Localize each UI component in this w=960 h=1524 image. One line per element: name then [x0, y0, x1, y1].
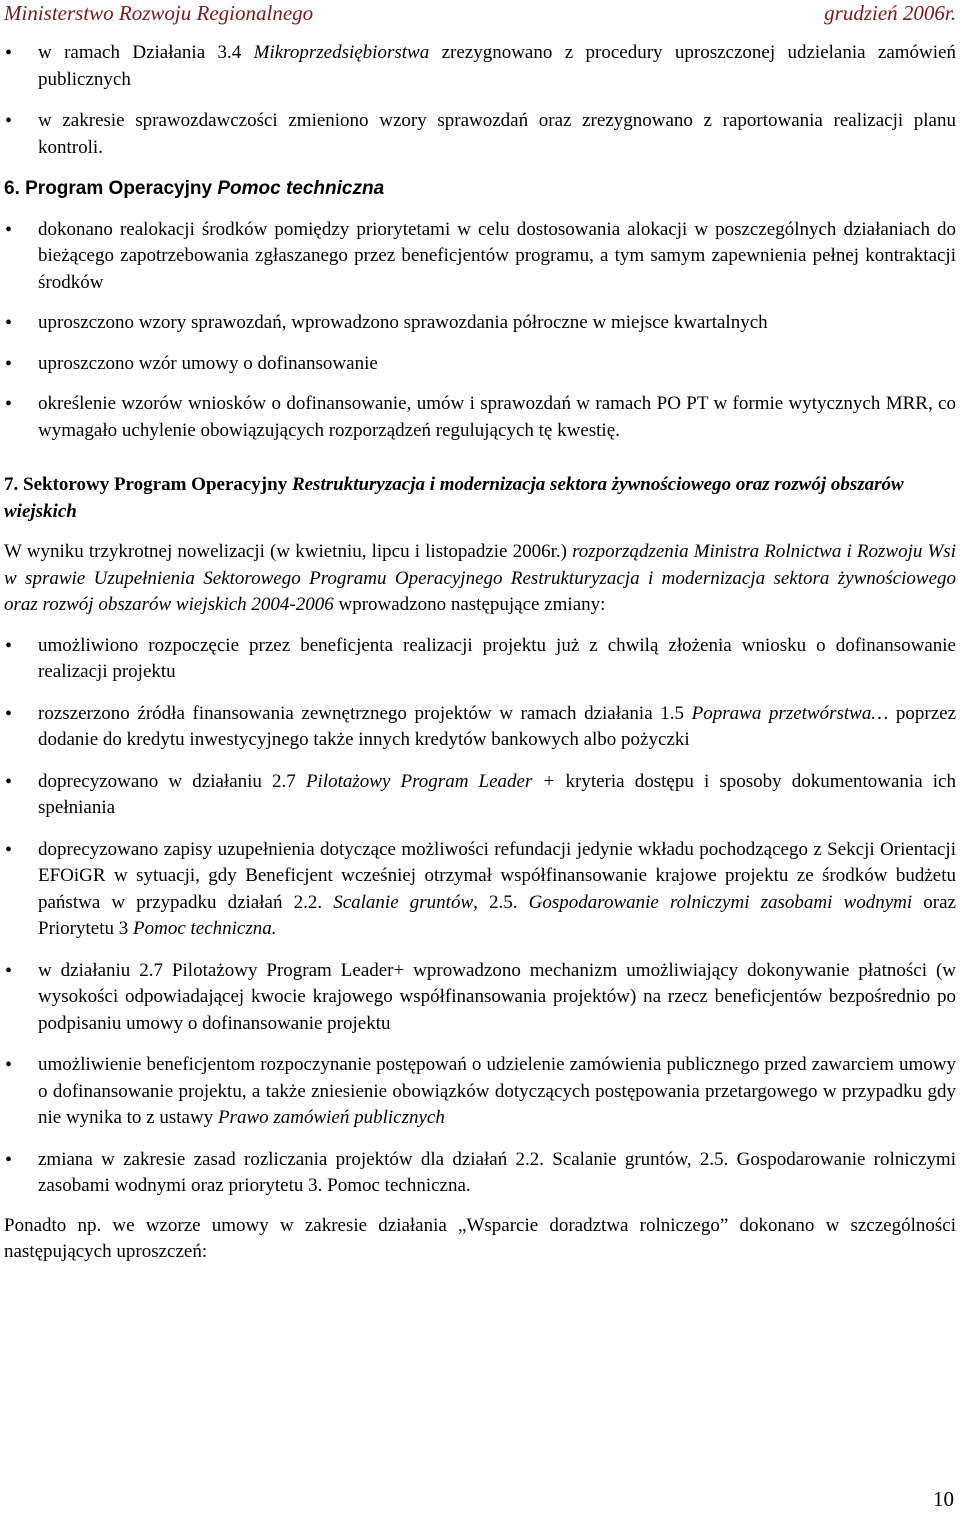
document-body — [4, 40, 956, 1266]
list-item-italic: Poprawa przetwórstwa… — [691, 702, 889, 724]
section-7-number: 7. Sektorowy Program Operacyjny — [4, 474, 292, 495]
section-7-intro — [4, 539, 956, 619]
section-7-title: Restrukturyzacja i modernizacja sektora żywnościowego oraz rozwój obszarów wiejskich — [4, 474, 904, 522]
section-6-heading — [4, 176, 956, 203]
intro-text-end: wprowadzono następujące zmiany: — [333, 594, 606, 615]
list-item-text: uproszczono wzór umowy o dofinansowanie — [38, 352, 378, 374]
header-date: grudzień 2006r. — [824, 1, 956, 25]
intro-text: W wyniku trzykrotnej nowelizacji (w kwietniu, lipcu i listopadzie 2006r.) — [4, 541, 573, 562]
list-item — [4, 1052, 956, 1132]
list-item-text: w ramach Działania 3.4 — [38, 42, 254, 63]
list-item-text: uproszczono wzory sprawozdań, wprowadzono sprawozdania półroczne w miejsce kwartalnych — [38, 312, 768, 333]
list-item-text: w działaniu 2.7 Pilotażowy Program Leader+ wprowadzono mechanizm umożliwiający dokonywanie płatności (w wysokości odpowiadającej kwocie krajowego współfinansowania projektów) na rzecz beneficjentów bezpośrednio po podpisaniu umowy o dofinansowanie projektu — [38, 959, 956, 1034]
section-6-number: 6. Program Operacyjny — [4, 178, 218, 199]
list-item — [4, 633, 956, 686]
list-item-text: oraz Priorytetu 3 — [38, 891, 956, 939]
list-item-text: umożliwienie beneficjentom rozpoczynanie postępowań o udzielenie zamówienia publicznego przed zawarciem umowy o dofinansowanie projektu, a także zniesienie obowiązków dotyczących postępowania przetargowego w przypadku gdy nie wynika to z ustawy — [38, 1054, 956, 1128]
list-item-text: dokonano realokacji środków pomiędzy priorytetami w celu dostosowania alokacji w poszczególnych działaniach do bieżącego zapotrzebowania zgłaszanego przez beneficjentów programu, a tym samym zapewnienia pełnej kontraktacji środków — [38, 218, 956, 293]
list-item — [4, 108, 956, 161]
list-item-italic: Prawo zamówień publicznych — [217, 1107, 445, 1128]
list-item — [4, 837, 956, 943]
list-item — [4, 391, 956, 444]
list-item-italic: Pilotażowy Program Leader + — [305, 770, 556, 792]
list-item-italic: Scalanie gruntów — [333, 891, 474, 913]
closing-paragraph: Ponadto np. we wzorze umowy w zakresie działania „Wsparcie doradztwa rolniczego” dokonano w szczególności następujących uproszczeń: — [4, 1214, 956, 1262]
list-item-text: rozszerzono źródła finansowania zewnętrznego projektów w ramach działania 1.5 — [38, 702, 692, 724]
list-item — [4, 40, 956, 93]
list-item — [4, 310, 956, 337]
list-item-text: określenie wzorów wniosków o dofinansowanie, umów i sprawozdań w ramach PO PT w formie wytycznych MRR, co wymagało uchylenie obowiązujących rozporządzeń regulujących tę kwestię. — [38, 393, 956, 441]
list-item-italic: Pomoc techniczna. — [133, 918, 277, 939]
list-item-text: zrezygnowano z procedury uproszczonej udzielania zamówień publicznych — [38, 42, 956, 90]
list-item — [4, 958, 956, 1038]
list-item-text: kryteria dostępu i sposoby dokumentowania ich spełniania — [38, 770, 956, 818]
intro-italic: rozporządzenia Ministra Rolnictwa i Rozwoju Wsi w sprawie Uzupełnienia Sektorowego Programu Operacyjnego Restrukturyzacja i modernizacja sektora żywnościowego oraz rozwój obszarów wiejskich 2004-2006 — [4, 541, 956, 615]
list-item-text: w zakresie sprawozdawczości zmieniono wzory sprawozdań oraz zrezygnowano z raportowania realizacji planu kontroli. — [38, 110, 956, 158]
page-header — [4, 0, 956, 26]
list-item-text: , 2.5. — [473, 891, 529, 913]
list-item-italic: Gospodarowanie rolniczymi zasobami wodnymi — [528, 891, 913, 913]
list-item-text: poprzez dodanie do kredytu inwestycyjnego także innych kredytów bankowych albo pożyczki — [38, 702, 956, 750]
page-number: 10 — [933, 1487, 954, 1511]
list-item-text: zmiana w zakresie zasad rozliczania projektów dla działań 2.2. Scalanie gruntów, 2.5. Gospodarowanie rolniczymi zasobami wodnymi oraz priorytetu 3. Pomoc techniczna. — [38, 1148, 956, 1196]
header-ministry: Ministerstwo Rozwoju Regionalnego — [4, 1, 314, 25]
list-item-italic: Mikroprzedsiębiorstwa — [253, 42, 430, 63]
section-6-title: Pomoc techniczna — [217, 178, 385, 199]
list-item — [4, 351, 956, 378]
list-item-text: doprecyzowano w działaniu 2.7 — [38, 770, 306, 792]
list-item — [4, 701, 956, 754]
list-item — [4, 217, 956, 297]
section-7-heading — [4, 472, 956, 525]
list-item — [4, 1147, 956, 1200]
list-item-text: doprecyzowano zapisy uzupełnienia dotyczące możliwości refundacji jedynie wkładu pochodzącego z Sekcji Orientacji EFOiGR w sytuacji, gdy Beneficjent wcześniej otrzymał współfinansowanie krajowe projektu ze środków budżetu państwa w przypadku działań 2.2. — [38, 838, 956, 913]
list-item-text: umożliwiono rozpoczęcie przez beneficjenta realizacji projektu już z chwilą złożenia wniosku o dofinansowanie realizacji projektu — [38, 634, 956, 682]
list-item — [4, 769, 956, 822]
